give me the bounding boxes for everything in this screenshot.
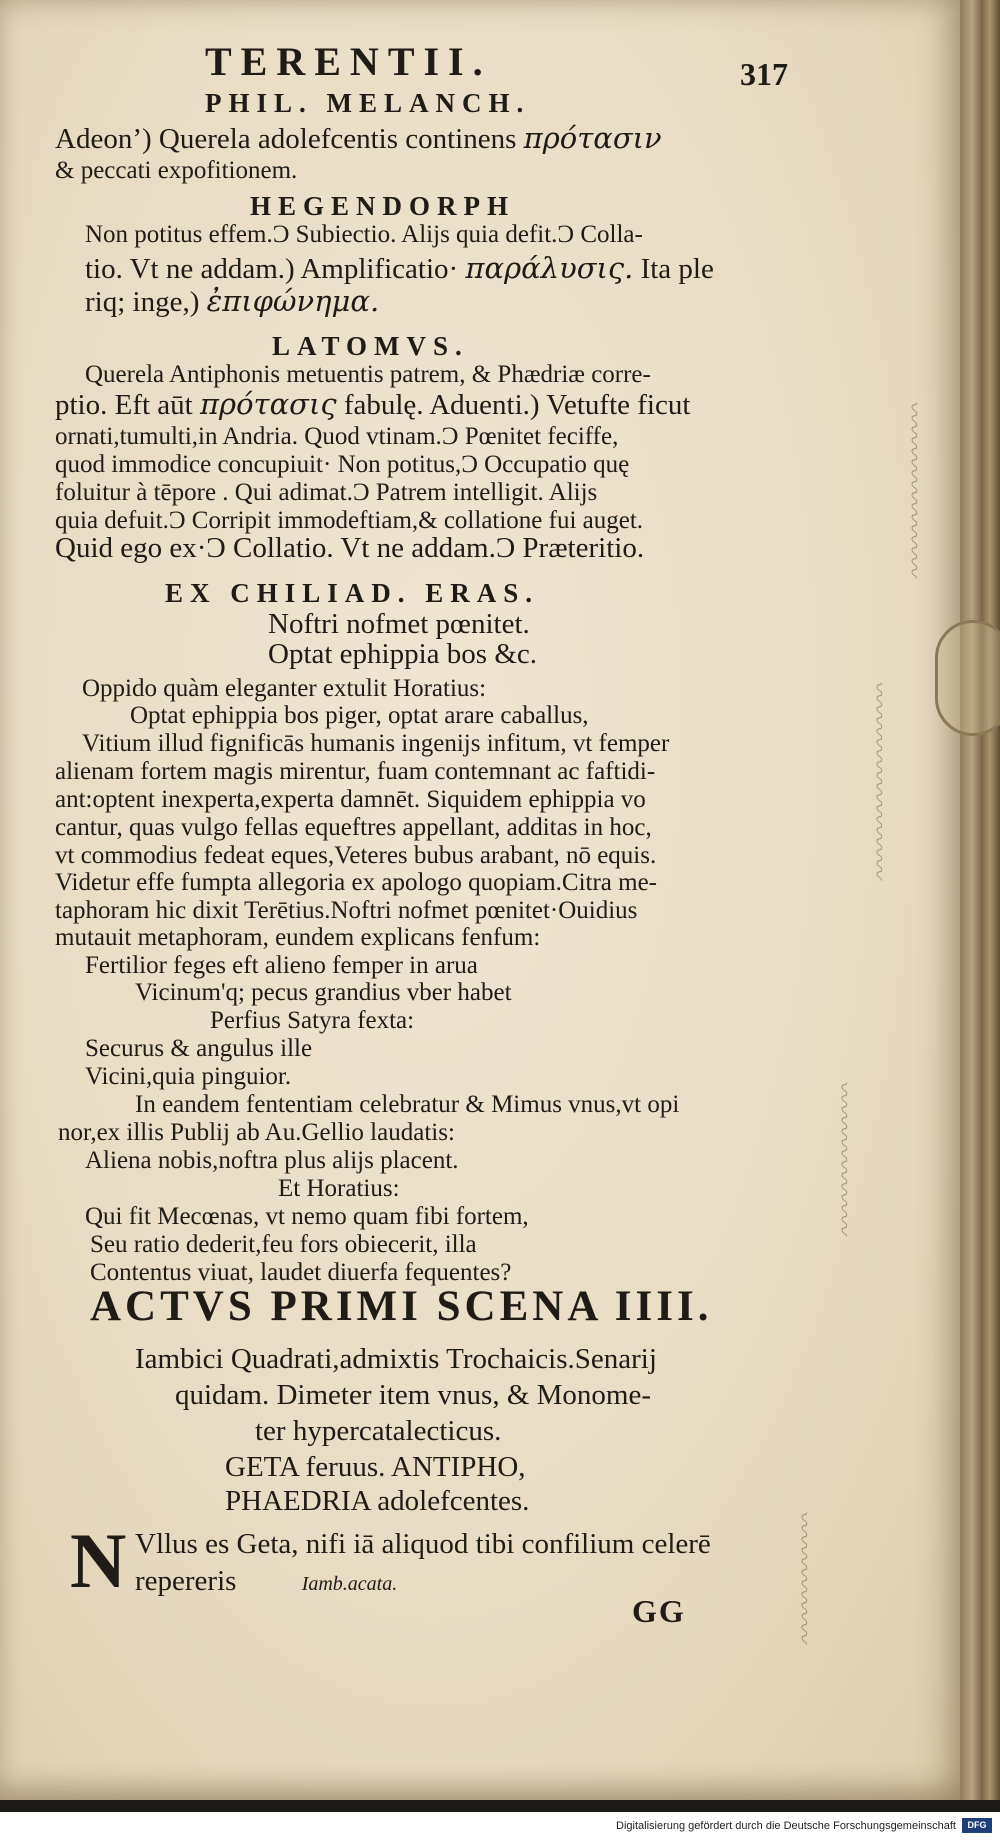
handwriting-mark: 〰〰〰〰〰〰〰〰 [900,400,925,577]
page-number: 317 [740,56,788,92]
section-heading-hegendorph: HEGENDORPH [250,191,516,221]
verse-line: Vicini,quia pinguior. [85,1063,292,1090]
verse-line: Optat ephippia bos piger, optat arare caballus, [130,702,589,729]
text-line: cantur, quas vulgo fellas equeftres appellant, additas in hoc, [55,814,652,841]
section-heading-melanch: PHIL. MELANCH. [205,88,531,118]
text-span: Ita ple [640,253,714,285]
running-title: TERENTII. [205,39,492,84]
text-line: vt commodius fedeat eques,Veteres bubus arabant, nō equis. [55,842,657,869]
text-line: quod immodice concupiuit· Non potitus,Ɔ Occupatio quę [55,451,630,478]
verse-line: Qui fit Mecœnas, vt nemo quam fibi fortem, [85,1203,529,1230]
handwritten-margin-notes [780,380,955,1780]
text-span: Adeon’) Querela adolefcentis continens [55,123,517,155]
text-line: ornati,tumulti,in Andria. Quod vtinam.Ɔ Pœnitet feciffe, [55,423,619,450]
book-edge [960,0,1000,1800]
text-span: riq; inge,) [85,286,200,318]
handwriting-mark: 〰〰〰〰〰〰〰〰〰 [865,680,890,879]
text-span: ptio. Eft aūt [55,389,193,421]
text-line: Querela Antiphonis metuentis patrem, & Phædriæ corre- [85,361,651,388]
act-title: ACTVS PRIMI SCENA IIII. [90,1283,713,1330]
text-line: alienam fortem magis mirentur, fuam contemnant ac faftidi- [55,758,656,785]
text-line: quidam. Dimeter item vnus, & Monome- [175,1379,652,1411]
dfg-logo: DFG [962,1818,992,1833]
text-line: ant:optent inexperta,experta damnēt. Siquidem ephippia vo [55,786,646,813]
text-line: Videtur effe fumpta allegoria ex apologo quopiam.Citra me- [55,869,658,896]
text-line: quia defuit.Ɔ Corripit immodeftiam,& collatione fui auget. [55,507,644,534]
text-line: Oppido quàm eleganter extulit Horatius: [82,675,487,702]
text-line: Quid ego ex·Ɔ Collatio. Vt ne addam.Ɔ Præteritio. [55,532,645,564]
text-line: & peccati expofitionem. [55,157,298,184]
greek-term: ἐπιφώνημα. [206,284,380,318]
text-line: Non potitus effem.Ɔ Subiectio. Alijs quia defit.Ɔ Colla- [85,221,643,248]
text-span: fabulę. Aduenti.) Vetufte ficut [343,389,691,421]
adage-line: Noftri nofmet pœnitet. [268,608,530,640]
handwriting-mark: 〰〰〰〰〰〰〰 [830,1080,855,1235]
text-line [135,1567,397,1596]
drop-cap-initial: N [70,1517,127,1604]
book-clasp [935,620,1000,736]
text-line [55,121,662,155]
text-line: mutauit metaphoram, eundem explicans fenfum: [55,924,541,951]
text-span: repereris [135,1565,237,1597]
section-heading-erasmus: EX CHILIAD. ERAS. [165,578,540,608]
text-line: Et Horatius: [278,1175,400,1202]
verse-line: Seu ratio dederit,feu fors obiecerit, illa [90,1231,477,1258]
section-heading-latomus: LATOMVS. [272,331,469,361]
text-line: taphoram hic dixit Terētius.Noftri nofmet pœnitet·Ouidius [55,897,638,924]
text-line: In eandem fententiam celebratur & Mimus vnus,vt opi [135,1091,680,1118]
character-line: PHAEDRIA adolefcentes. [225,1485,530,1517]
greek-term: παράλυσις. [465,251,634,285]
verse-line: Aliena nobis,noftra plus alijs placent. [85,1147,459,1174]
footer-bar [0,1812,1000,1841]
signature-mark: GG [632,1593,686,1629]
verse-line: Perfius Satyra fexta: [210,1007,415,1034]
text-span: tio. Vt ne addam.) Amplificatio· [85,253,459,285]
text-line: ter hypercatalecticus. [255,1415,502,1447]
text-line [55,387,691,421]
verse-line: Contentus viuat, laudet diuerfa fequentes? [90,1259,512,1286]
greek-term: πρότασις [199,387,337,421]
text-line: nor,ex illis Publij ab Au.Gellio laudatis: [58,1119,455,1146]
text-line [85,284,380,318]
text-line: foluitur à tēpore . Qui adimat.Ɔ Patrem intelligit. Alijs [55,479,598,506]
verse-line: Securus & angulus ille [85,1035,313,1062]
adage-line: Optat ephippia bos &c. [268,638,538,670]
verse-line: Fertilior feges eft alieno femper in arua [85,952,478,979]
character-line: GETA feruus. ANTIPHO, [225,1451,526,1483]
handwriting-mark: 〰〰〰〰〰〰 [790,1510,815,1643]
greek-term: πρότασιν [523,121,662,155]
text-line: Iambici Quadrati,admixtis Trochaicis.Senarij [135,1343,657,1375]
meter-note: Iamb.acata. [301,1573,398,1595]
text-line: Vitium illud fignificās humanis ingenijs infitum, vt femper [82,730,670,757]
text-line [85,251,714,285]
text-line: Vllus es Geta, nifi iā aliquod tibi confilium celerē [135,1528,711,1560]
verse-line: Vicinum'q; pecus grandius vber habet [135,979,512,1006]
footer-credit: Digitalisierung gefördert durch die Deutsche Forschungsgemeinschaft [616,1820,956,1832]
